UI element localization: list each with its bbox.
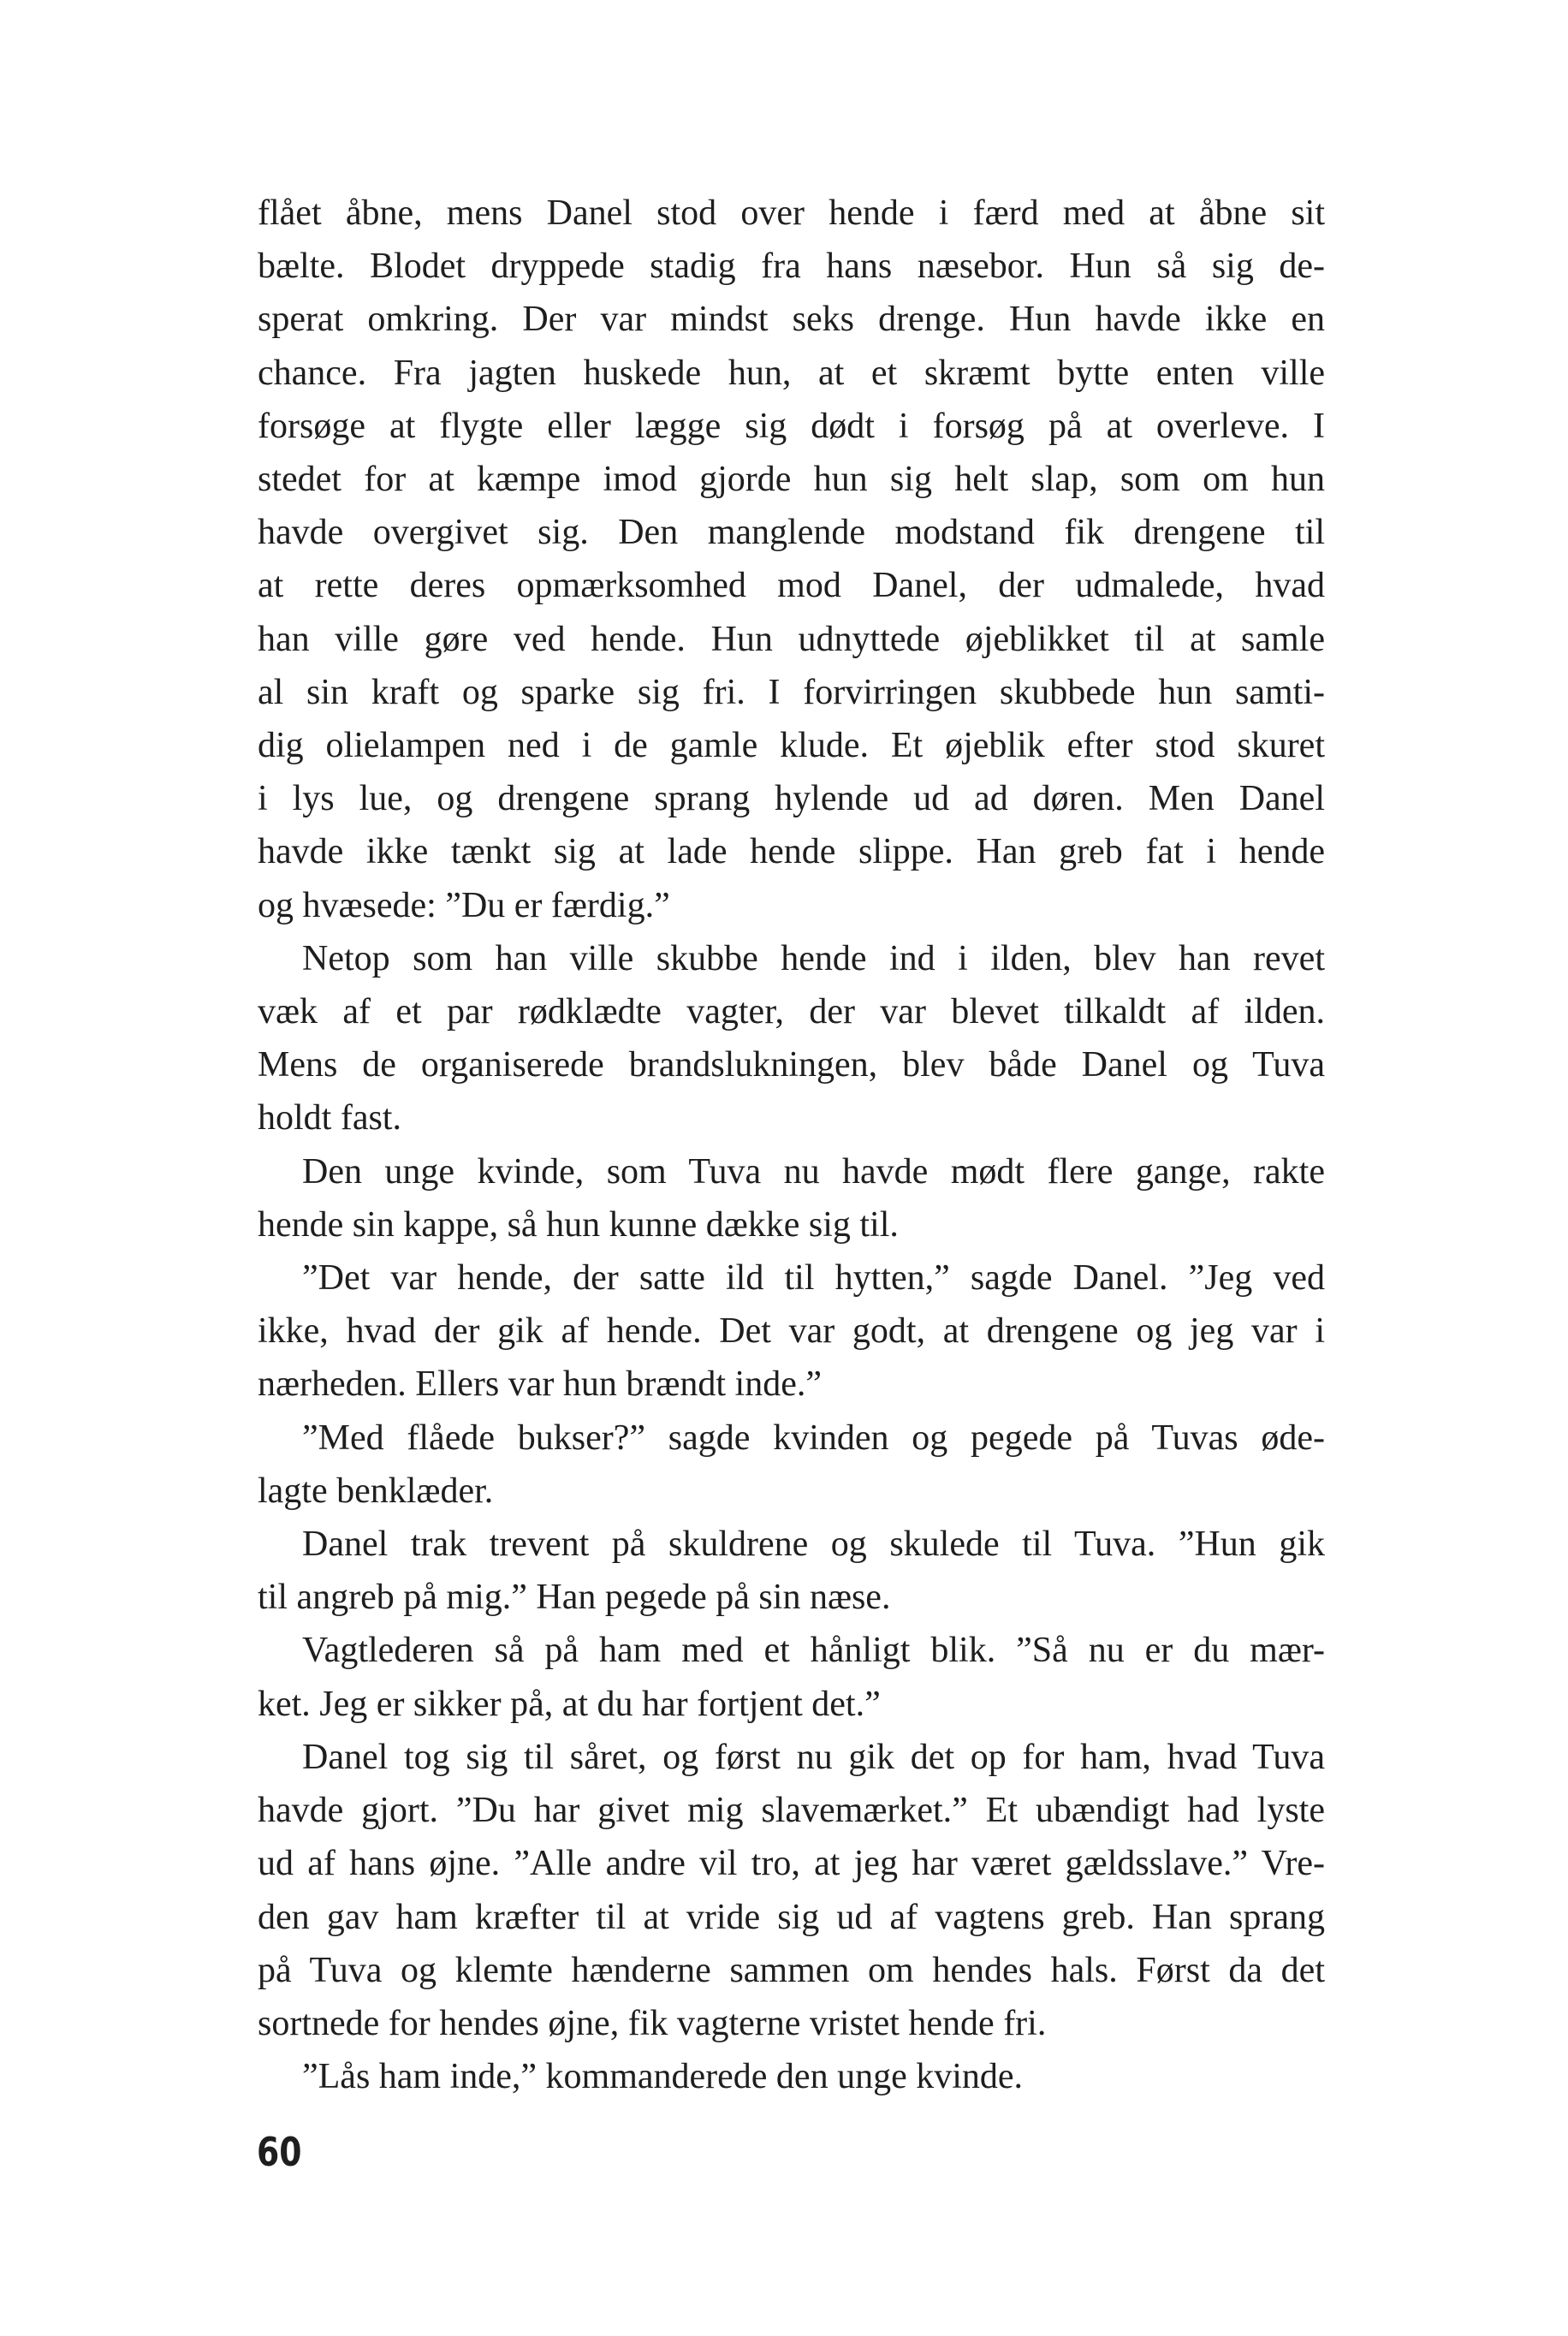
text-line: stedet for at kæmpe imod gjorde hun sig helt slap, som om hun — [258, 460, 1325, 500]
paragraph — [258, 1624, 1325, 1730]
paragraph — [258, 1145, 1325, 1251]
text-line: sortnede for hendes øjne, fik vagterne vristet hende fri. — [258, 2003, 1047, 2043]
text-line: Danel tog sig til såret, og først nu gik det op for ham, hvad Tuva — [302, 1737, 1325, 1777]
text-line: til angreb på mig.” Han pegede på sin næse. — [258, 1578, 891, 1618]
paragraph — [258, 187, 1325, 932]
text-line: og hvæsede: ”Du er færdig.” — [258, 885, 670, 925]
paragraph — [258, 2050, 1325, 2103]
text-line: havde ikke tænkt sig at lade hende slippe. Han greb fat i hende — [258, 832, 1325, 872]
text-line: ud af hans øjne. ”Alle andre vil tro, at jeg har været gældsslave.” Vre- — [258, 1844, 1325, 1884]
text-line: at rette deres opmærksomhed mod Danel, der udmalede, hvad — [258, 566, 1325, 606]
text-line: Danel trak trevent på skuldrene og skulede til Tuva. ”Hun gik — [302, 1525, 1325, 1565]
text-line: på Tuva og klemte hænderne sammen om hendes hals. Først da det — [258, 1950, 1325, 1990]
text-line: den gav ham kræfter til at vride sig ud af vagtens greb. Han sprang — [258, 1897, 1325, 1937]
text-line: bælte. Blodet dryppede stadig fra hans næsebor. Hun så sig de- — [258, 247, 1325, 287]
text-line: hende sin kappe, så hun kunne dække sig til. — [258, 1204, 899, 1245]
text-line: al sin kraft og sparke sig fri. I forvirringen skubbede hun samti- — [258, 672, 1325, 712]
text-line: ikke, hvad der gik af hende. Det var godt, at drengene og jeg var i — [258, 1311, 1325, 1352]
body-text — [258, 187, 1325, 2103]
paragraph — [258, 1518, 1325, 1624]
text-line: lagte benklæder. — [258, 1471, 494, 1511]
text-line: Netop som han ville skubbe hende ind i ilden, blev han revet — [302, 938, 1325, 978]
text-line: ”Det var hende, der satte ild til hytten,” sagde Danel. ”Jeg ved — [302, 1258, 1325, 1299]
text-line: Vagtlederen så på ham med et hånligt blik. ”Så nu er du mær- — [302, 1631, 1325, 1671]
text-line: i lys lue, og drengene sprang hylende ud ad døren. Men Danel — [258, 779, 1325, 819]
text-line: havde overgivet sig. Den manglende modstand fik drengene til — [258, 513, 1325, 553]
paragraph — [258, 932, 1325, 1145]
page-number: 60 — [257, 2129, 302, 2175]
text-line: dig olielampen ned i de gamle klude. Et øjeblik efter stod skuret — [258, 726, 1325, 766]
text-line: holdt fast. — [258, 1098, 401, 1138]
text-line: ket. Jeg er sikker på, at du har fortjent det.” — [258, 1684, 881, 1724]
text-line: havde gjort. ”Du har givet mig slavemærket.” Et ubændigt had lyste — [258, 1791, 1325, 1831]
text-line: ”Med flåede bukser?” sagde kvinden og pegede på Tuvas øde- — [302, 1418, 1325, 1458]
text-line: væk af et par rødklædte vagter, der var blevet tilkaldt af ilden. — [258, 992, 1325, 1032]
text-line: han ville gøre ved hende. Hun udnyttede øjeblikket til at samle — [258, 619, 1325, 659]
text-line: sperat omkring. Der var mindst seks drenge. Hun havde ikke en — [258, 300, 1325, 340]
text-line: forsøge at flygte eller lægge sig dødt i forsøg på at overleve. I — [258, 406, 1325, 446]
text-line: ”Lås ham inde,” kommanderede den unge kvinde. — [302, 2057, 1024, 2097]
text-line: nærheden. Ellers var hun brændt inde.” — [258, 1364, 822, 1405]
text-line: flået åbne, mens Danel stod over hende i færd med at åbne sit — [258, 193, 1325, 233]
paragraph — [258, 1412, 1325, 1518]
text-line: Mens de organiserede brandslukningen, blev både Danel og Tuva — [258, 1045, 1325, 1085]
text-line: chance. Fra jagten huskede hun, at et skræmt bytte enten ville — [258, 353, 1325, 393]
paragraph — [258, 1251, 1325, 1412]
paragraph — [258, 1731, 1325, 2050]
text-line: Den unge kvinde, som Tuva nu havde mødt flere gange, rakte — [302, 1151, 1325, 1192]
